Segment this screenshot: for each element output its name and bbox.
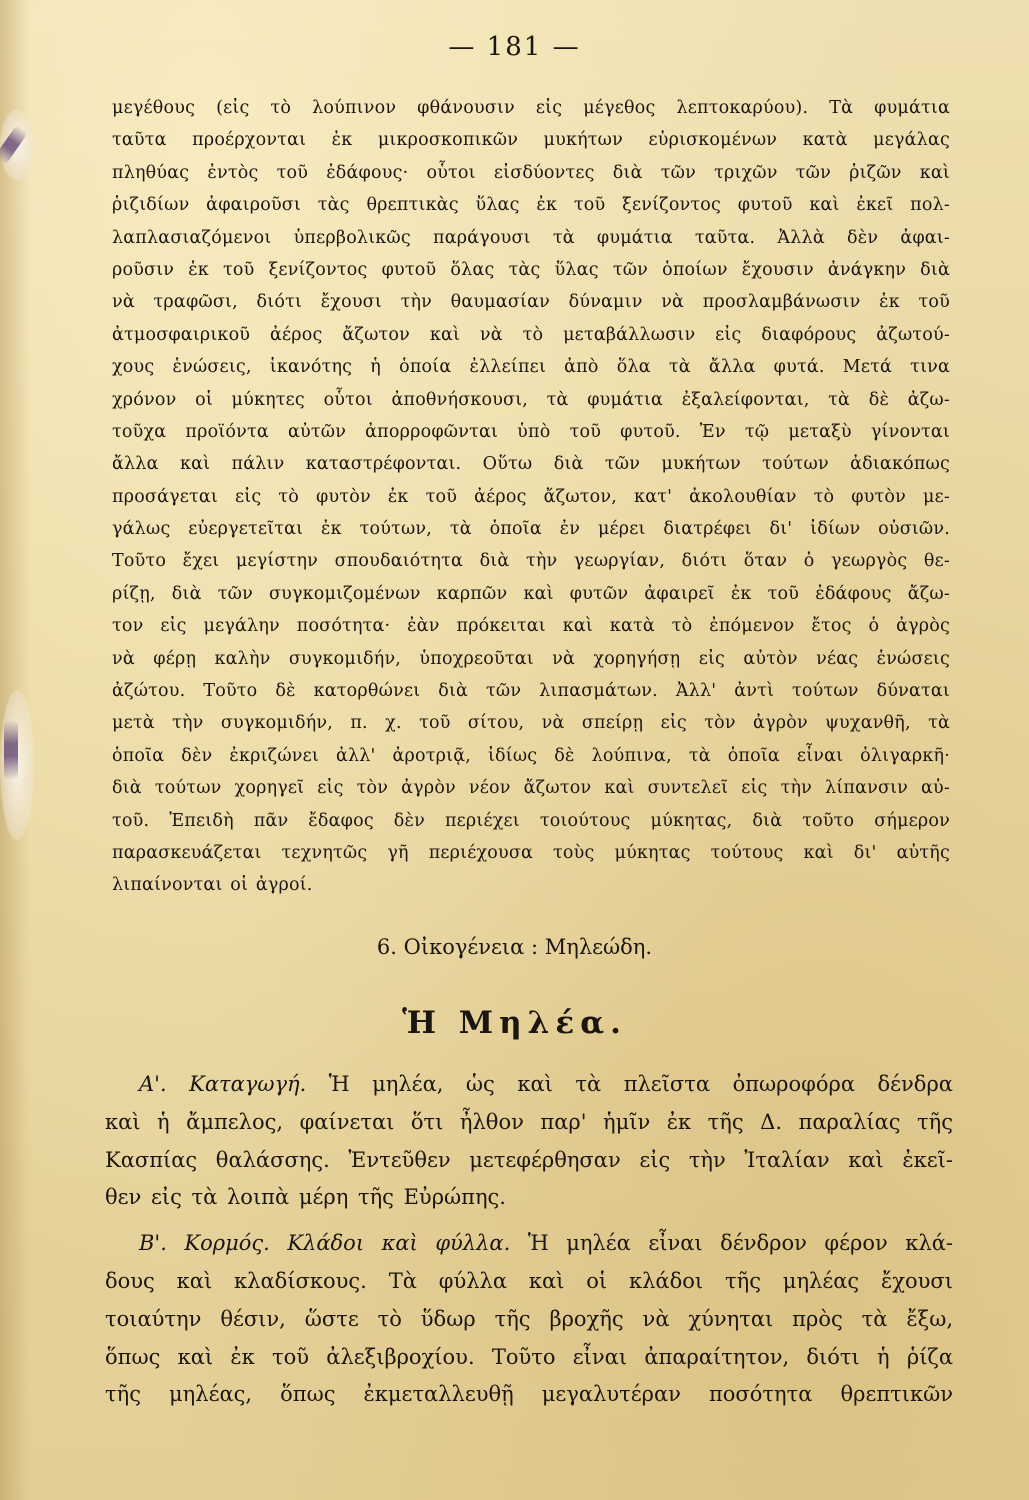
text-line: μετὰ τὴν συγκομιδήν, π. χ. τοῦ σίτου, νὰ σπείρῃ εἰς τὸν ἀγρὸν ψυχανθῆ, τὰ — [112, 713, 950, 734]
text-line: θεν εἰς τὰ λοιπὰ μέρη τῆς Εὐρώπης. — [105, 1185, 506, 1210]
text-line: ἀζώτου. Τοῦτο δὲ κατορθώνει διὰ τῶν λιπασμάτων. Ἀλλ' ἀντὶ τούτων δύναται — [112, 681, 950, 702]
text-line: καὶ ἡ ἄμπελος, φαίνεται ὅτι ἦλθον παρ' ἡμῖν ἐκ τῆς Δ. παραλίας τῆς — [105, 1109, 953, 1134]
text-line: λαπλασιαζόμενοι ὑπερβολικῶς παράγουσι τὰ φυμάτια ταῦτα. Ἀλλὰ δὲν ἀφαι- — [112, 227, 950, 248]
text-line: ρίζῃ, διὰ τῶν συγκομιζομένων καρπῶν καὶ φυτῶν ἀφαιρεῖ ἐκ τοῦ ἐδάφους ἄζω- — [112, 583, 950, 604]
text-line: τοῦχα προϊόντα αὐτῶν ἀπορροφῶνται ὑπὸ τοῦ φυτοῦ. Ἐν τῷ μεταξὺ γίνονται — [112, 421, 950, 442]
text-line: νὰ φέρῃ καλὴν συγκομιδήν, ὑποχρεοῦται νὰ χορηγήσῃ εἰς αὐτὸν νέας ἑνώσεις — [112, 648, 950, 669]
apple-tree-sections — [105, 1066, 953, 1414]
text-line: δους καὶ κλαδίσκους. Τὰ φύλλα καὶ οἱ κλάδοι τῆς μηλέας ἔχουσι — [105, 1268, 953, 1293]
text-line: Τοῦτο ἔχει μεγίστην σπουδαιότητα διὰ τὴν γεωργίαν, διότι ὅταν ὁ γεωργὸς θε- — [112, 551, 950, 572]
family-heading: 6. Οἰκογένεια : Μηλεώδη. — [376, 935, 653, 959]
text-line: τον εἰς μεγάλην ποσότητα· ἐὰν πρόκειται καὶ κατὰ τὸ ἐπόμενον ἔτος ὁ ἀγρὸς — [112, 616, 950, 637]
pressed-flower-fragment — [4, 720, 18, 780]
text-line: ῥιζιδίων ἀφαιροῦσι τὰς θρεπτικὰς ὕλας ἐκ τοῦ ξενίζοντος φυτοῦ καὶ ἐκεῖ πολ- — [112, 195, 950, 216]
text-line: Κασπίας θαλάσσης. Ἐντεῦθεν μετεφέρθησαν εἰς τὴν Ἰταλίαν καὶ ἐκεῖ- — [105, 1147, 953, 1172]
text-line: τῆς μηλέας, ὅπως ἐκμεταλλευθῇ μεγαλυτέραν ποσότητα θρεπτικῶν — [105, 1382, 953, 1407]
section-b-line-text: Ἡ μηλέα εἶναι δένδρον φέρον κλά- — [527, 1231, 953, 1256]
text-line: μεγέθους (εἰς τὸ λούπινον φθάνουσιν εἰς μέγεθος λεπτοκαρύου). Τὰ φυμάτια — [112, 98, 950, 118]
text-line: διὰ τούτων χορηγεῖ εἰς τὸν ἀγρὸν νέον ἄζωτον καὶ συντελεῖ εἰς τὴν λίπανσιν αὐ- — [112, 778, 950, 799]
text-line: ταῦτα προέρχονται ἐκ μικροσκοπικῶν μυκήτων εὑρισκομένων κατὰ μεγάλας — [112, 130, 950, 151]
text-line: νὰ τραφῶσι, διότι ἔχουσι τὴν θαυμασίαν δύναμιν νὰ προσλαμβάνωσιν ἐκ τοῦ — [112, 292, 950, 313]
text-line: τοιαύτην θέσιν, ὥστε τὸ ὕδωρ τῆς βροχῆς νὰ χύνηται πρὸς τὰ ἔξω, — [105, 1306, 953, 1331]
section-a-line-text: Ἡ μηλέα, ὡς καὶ τὰ πλεῖστα ὀπωροφόρα δένδρα — [328, 1072, 953, 1096]
text-line: ροῦσιν ἐκ τοῦ ξενίζοντος φυτοῦ ὅλας τὰς ὕλας τῶν ὁποίων ἔχουσιν ἀνάγκην διὰ — [112, 259, 950, 280]
page-number: — 181 — — [448, 32, 581, 62]
text-line: τοῦ. Ἐπειδὴ πᾶν ἔδαφος δὲν περιέχει τοιούτους μύκητας, διὰ τοῦτο σήμερον — [112, 810, 950, 831]
section-title: Ἡ Μηλέα. — [402, 1005, 627, 1041]
text-line: ἄλλα καὶ πάλιν καταστρέφονται. Οὕτω διὰ τῶν μυκήτων τούτων ἀδιακόπως — [112, 454, 950, 475]
section-a-label: Α'. Καταγωγή. — [139, 1072, 307, 1096]
section-b-label: Β'. Κορμός. Κλάδοι καὶ φύλλα. — [139, 1231, 511, 1256]
text-line: προσάγεται εἰς τὸ φυτὸν ἐκ τοῦ ἀέρος ἄζωτον, κατ' ἀκολουθίαν τὸ φυτὸν με- — [112, 486, 950, 507]
text-line: ὁποῖα δὲν ἐκριζώνει ἀλλ' ἀροτριᾷ, ἰδίως δὲ λούπινα, τὰ ὁποῖα εἶναι ὀλιγαρκῆ· — [112, 745, 950, 766]
text-line: χρόνον οἱ μύκητες οὗτοι ἀποθνήσκουσι, τὰ φυμάτια ἐξαλείφονται, τὰ δὲ ἀζω- — [112, 389, 950, 410]
text-line: ἀτμοσφαιρικοῦ ἀέρος ἄζωτον καὶ νὰ τὸ μεταβάλλωσιν εἰς διαφόρους ἀζωτού- — [112, 324, 950, 345]
text-line: χους ἑνώσεις, ἱκανότης ἡ ὁποία ἐλλείπει ἀπὸ ὅλα τὰ ἄλλα φυτά. Μετά τινα — [112, 357, 950, 378]
text-line: ὅπως καὶ ἐκ τοῦ ἀλεξιβροχίου. Τοῦτο εἶναι ἀπαραίτητον, διότι ἡ ῥίζα — [105, 1344, 953, 1369]
paragraph-legume-nodules — [112, 92, 950, 902]
text-line: λιπαίνονται οἱ ἀγροί. — [112, 875, 313, 896]
text-line — [105, 1066, 953, 1104]
text-line: γάλως εὐεργετεῖται ἐκ τούτων, τὰ ὁποῖα ἐν μέρει διατρέφει δι' ἰδίων οὐσιῶν. — [112, 519, 950, 540]
paragraph-gap — [105, 1217, 953, 1225]
text-line: παρασκευάζεται τεχνητῶς γῆ περιέχουσα τοὺς μύκητας τούτους καὶ δι' αὐτῆς — [112, 842, 950, 863]
text-line — [105, 1225, 953, 1263]
text-line: πληθύας ἐντὸς τοῦ ἐδάφους· οὗτοι εἰσδύοντες διὰ τῶν τριχῶν τῶν ῥιζῶν καὶ — [112, 162, 950, 183]
